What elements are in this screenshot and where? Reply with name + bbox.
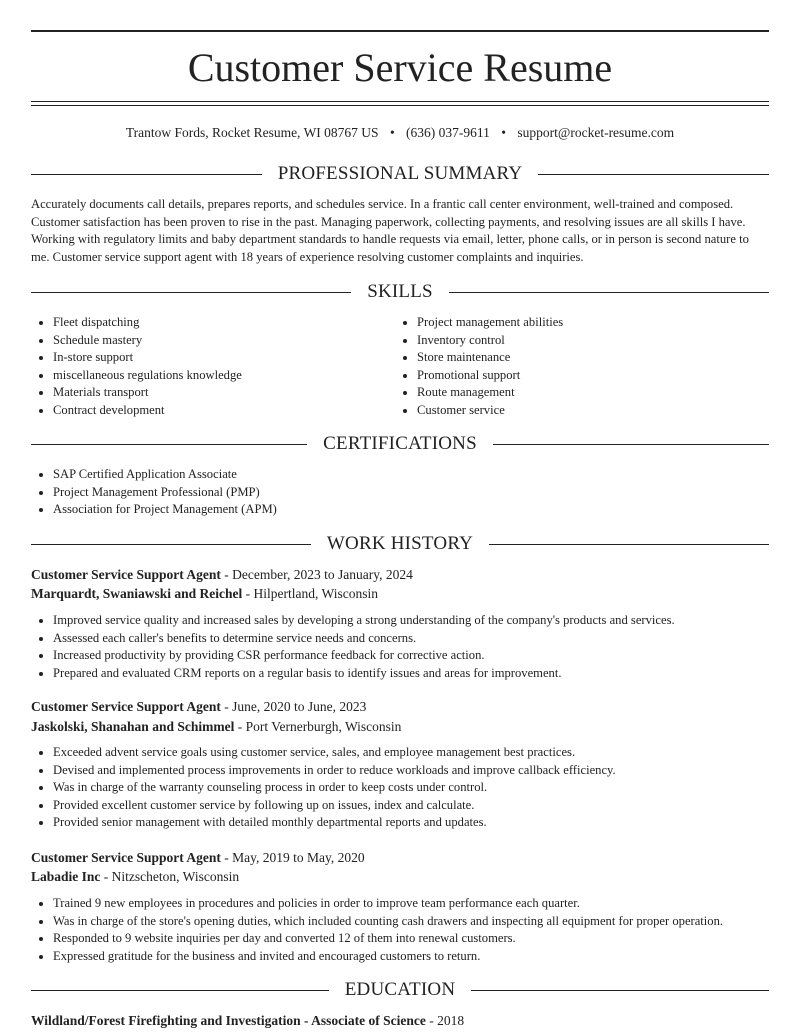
contact-phone: (636) 037-9611 xyxy=(406,125,490,140)
skills-list-right xyxy=(395,314,757,420)
heading-rule xyxy=(449,292,769,293)
job-company-line xyxy=(31,585,769,603)
heading-rule xyxy=(538,174,769,175)
top-rule xyxy=(31,30,769,32)
education-year: - 2018 xyxy=(425,1013,465,1028)
certification-item: • Association for Project Management (APM) xyxy=(53,501,753,519)
job-company: Labadie Inc xyxy=(31,869,101,884)
job-title-line xyxy=(31,698,769,716)
education-line xyxy=(31,1012,769,1030)
heading-rule xyxy=(31,292,351,293)
summary-text: Accurately documents call details, prepares reports, and schedules service. In a frantic call center environment, well-trained and composed. Customer satisfaction has been proven to rise in the past. Managing paperwork, collecting payments, and resolving issues are all skills I have. Working with regulatory limits and baby department standards to handle requests via email, letter, phone calls, or in person is second nature to me. Customer service support agent with 18 years of experience resolving customer complaints and inquiries. xyxy=(31,197,749,265)
job-bullets xyxy=(31,612,769,682)
heading-rule xyxy=(471,990,769,991)
skill-item: • Promotional support xyxy=(417,367,757,385)
skill-item: • Contract development xyxy=(53,402,393,420)
job-bullet: • Expressed gratitude for the business and invited and encouraged customers to return. xyxy=(53,948,769,966)
job-dates: - May, 2019 to May, 2020 xyxy=(220,850,365,865)
job-location: - Port Vernerburgh, Wisconsin xyxy=(234,719,402,734)
summary-heading xyxy=(31,162,769,186)
job-dates: - June, 2020 to June, 2023 xyxy=(220,699,367,714)
job-company-line xyxy=(31,868,769,886)
heading-rule xyxy=(31,544,311,545)
skills-heading xyxy=(31,280,769,304)
certifications-list xyxy=(31,466,753,519)
job-bullet: • Exceeded advent service goals using customer service, sales, and employee management best practices. xyxy=(53,744,769,762)
education-heading-text: EDUCATION xyxy=(344,979,456,1000)
contact-separator: • xyxy=(501,125,507,140)
education-heading xyxy=(31,978,769,1002)
job-bullet: • Assessed each caller's benefits to determine service needs and concerns. xyxy=(53,630,769,648)
heading-rule xyxy=(489,544,769,545)
skill-item: • Customer service xyxy=(417,402,757,420)
heading-rule xyxy=(31,444,307,445)
contact-address: Trantow Fords, Rocket Resume, WI 08767 US xyxy=(125,125,379,140)
skill-item: • Fleet dispatching xyxy=(53,314,393,332)
job-title-line xyxy=(31,849,769,867)
resume-title: Customer Service Resume xyxy=(187,45,613,90)
heading-rule xyxy=(31,990,329,991)
education-degree: Wildland/Forest Firefighting and Investigation - Associate of Science xyxy=(31,1013,426,1028)
skills-list-left xyxy=(31,314,393,420)
job-bullet: • Was in charge of the warranty counseling process in order to keep costs under control. xyxy=(53,779,769,797)
skills-heading-text: SKILLS xyxy=(367,281,433,302)
skill-item: • Route management xyxy=(417,384,757,402)
job-location: - Nitzscheton, Wisconsin xyxy=(100,869,240,884)
skill-item: • miscellaneous regulations knowledge xyxy=(53,367,393,385)
skill-item: • Inventory control xyxy=(417,332,757,350)
job-company: Jaskolski, Shanahan and Schimmel xyxy=(31,719,235,734)
job-dates: - December, 2023 to January, 2024 xyxy=(220,567,413,582)
title-rule-upper xyxy=(31,101,769,102)
job-title: Customer Service Support Agent xyxy=(31,850,221,865)
summary-heading-text: PROFESSIONAL SUMMARY xyxy=(277,163,523,184)
job-title: Customer Service Support Agent xyxy=(31,699,221,714)
job-bullets xyxy=(31,744,769,832)
title-rule-lower xyxy=(31,105,769,106)
heading-rule xyxy=(31,174,262,175)
skill-item: • In-store support xyxy=(53,349,393,367)
job-bullet: • Trained 9 new employees in procedures and policies in order to improve team performance each quarter. xyxy=(53,895,769,913)
certifications-heading xyxy=(31,432,769,456)
job-bullet: • Responded to 9 website inquiries per day and converted 12 of them into renewal customers. xyxy=(53,930,769,948)
job-bullet: • Increased productivity by providing CSR performance feedback for corrective action. xyxy=(53,647,769,665)
job-bullet: • Prepared and evaluated CRM reports on a regular basis to identify issues and areas for improvement. xyxy=(53,665,769,683)
job-company: Marquardt, Swaniawski and Reichel xyxy=(31,586,243,601)
heading-rule xyxy=(493,444,769,445)
skill-item: • Project management abilities xyxy=(417,314,757,332)
skill-item: • Schedule mastery xyxy=(53,332,393,350)
work-history-heading-text: WORK HISTORY xyxy=(326,533,474,554)
job-title-line xyxy=(31,566,769,584)
certifications-heading-text: CERTIFICATIONS xyxy=(323,433,477,454)
contact-email: support@rocket-resume.com xyxy=(517,125,675,140)
job-bullets xyxy=(31,895,769,965)
certification-item: • Project Management Professional (PMP) xyxy=(53,484,753,502)
job-location: - Hilpertland, Wisconsin xyxy=(242,586,378,601)
job-bullet: • Was in charge of the store's opening duties, which included counting cash drawers and inspecting all equipment for proper operation. xyxy=(53,913,769,931)
job-title: Customer Service Support Agent xyxy=(31,567,221,582)
job-bullet: • Provided excellent customer service by following up on issues, index and calculate. xyxy=(53,797,769,815)
skill-item: • Store maintenance xyxy=(417,349,757,367)
job-bullet: • Provided senior management with detailed monthly departmental reports and updates. xyxy=(53,814,769,832)
skill-item: • Materials transport xyxy=(53,384,393,402)
contact-line xyxy=(31,124,769,142)
work-history-heading xyxy=(31,532,769,556)
contact-separator: • xyxy=(389,125,395,140)
job-bullet: • Devised and implemented process improvements in order to reduce workloads and improve callback efficiency. xyxy=(53,762,769,780)
certification-item: • SAP Certified Application Associate xyxy=(53,466,753,484)
job-company-line xyxy=(31,718,769,736)
job-bullet: • Improved service quality and increased sales by developing a strong understanding of the company's products and services. xyxy=(53,612,769,630)
